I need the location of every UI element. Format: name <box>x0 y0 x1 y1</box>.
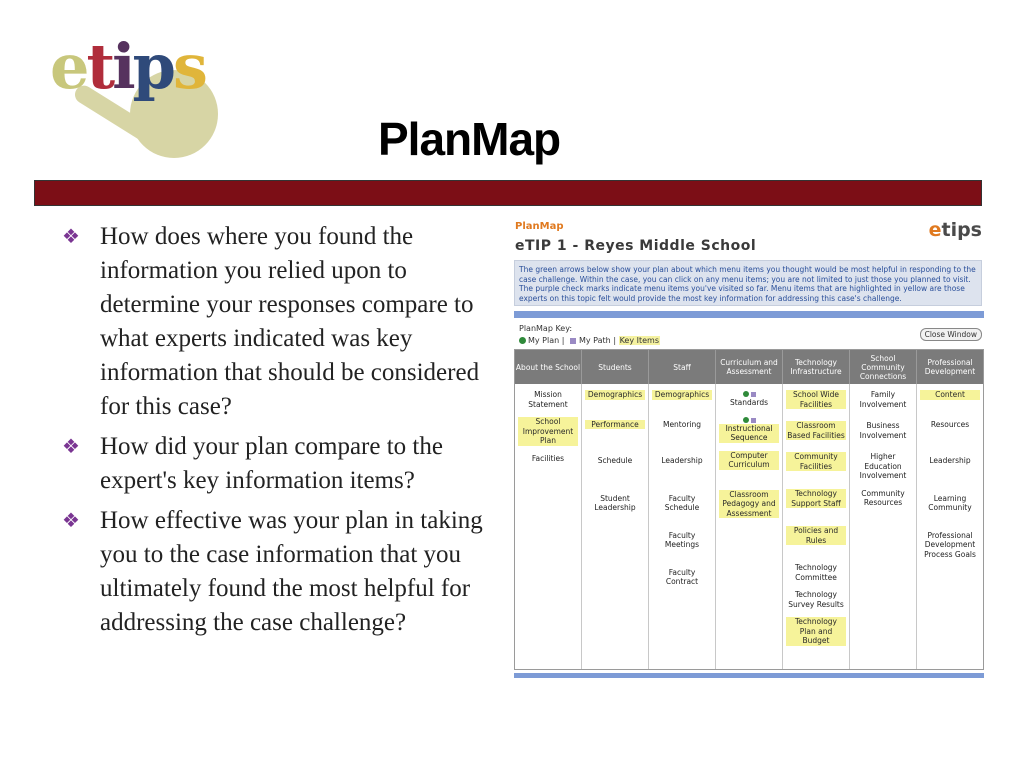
menu-item[interactable]: Demographics <box>652 390 712 400</box>
menu-item[interactable]: Technology Plan and Budget <box>786 617 846 646</box>
key-legend: My Plan | My Path | Key Items <box>519 336 660 345</box>
panel-divider-top <box>514 311 984 318</box>
plan-arrow-icon <box>743 417 749 423</box>
menu-item[interactable]: Faculty Contract <box>665 567 699 586</box>
column-header: Professional Development <box>916 350 983 384</box>
path-check-icon <box>751 418 756 423</box>
plan-arrow-icon <box>743 391 749 397</box>
planmap-grid <box>514 349 984 670</box>
title-divider-bar <box>34 180 982 206</box>
menu-item[interactable]: School Improvement Plan <box>518 417 578 446</box>
menu-item[interactable]: Instructional Sequence <box>719 416 779 443</box>
panel-brand-logo: etips <box>928 219 982 241</box>
bullet-list <box>62 220 502 646</box>
grid-column <box>916 384 983 669</box>
path-check-icon <box>751 392 756 397</box>
menu-item[interactable]: Computer Curriculum <box>719 451 779 470</box>
plan-arrow-icon <box>519 337 526 344</box>
menu-item[interactable]: Family Involvement <box>859 390 907 409</box>
menu-item[interactable]: Policies and Rules <box>786 526 846 545</box>
menu-item[interactable]: Community Facilities <box>786 452 846 471</box>
etips-logo <box>48 30 228 175</box>
menu-item[interactable]: Technology Support Staff <box>786 489 846 508</box>
path-check-icon <box>570 338 576 344</box>
panel-instructions: The green arrows below show your plan about which menu items you thought would be most helpful in responding to the case challenge. Within the case, you can click on any menu items; you are not limited to just those you planned to visit. The purple check marks indicate menu items you've visited so far. Menu items that are highlighted in yellow are those experts on this topic felt would provide the most key information for addressing this case's challenge. <box>514 260 982 306</box>
column-header: Curriculum and Assessment <box>715 350 782 384</box>
column-header: About the School <box>515 362 581 372</box>
menu-item[interactable]: Demographics <box>585 390 645 400</box>
key-label: PlanMap Key: <box>519 324 573 333</box>
menu-item[interactable]: Classroom Based Facilities <box>787 421 845 440</box>
panel-title: PlanMap <box>515 221 564 232</box>
menu-item[interactable]: Leadership <box>929 456 971 465</box>
bullet-item: ❖ How does where you found the information you relied upon to determine your responses compare to what experts indicated was key information that should be considered for this case? <box>62 220 502 424</box>
planmap-screenshot <box>514 218 984 680</box>
menu-item[interactable]: Standards <box>719 390 779 408</box>
bullet-item: ❖ How effective was your plan in taking you to the case information that you ultimately found the most helpful for addressing the case challenge? <box>62 504 502 640</box>
menu-item[interactable]: Performance <box>585 420 645 430</box>
menu-item[interactable]: Higher Education Involvement <box>859 452 907 480</box>
grid-column <box>782 384 849 669</box>
menu-item[interactable]: Leadership <box>661 456 703 465</box>
logo-wordmark: etips <box>50 30 205 103</box>
grid-column <box>849 384 916 669</box>
slide-title: PlanMap <box>378 113 561 165</box>
column-header: School Community Connections <box>849 350 916 384</box>
menu-item[interactable]: School Wide Facilities <box>786 390 846 409</box>
bullet-glyph-icon: ❖ <box>62 226 80 248</box>
menu-item[interactable]: Faculty Meetings <box>664 530 700 549</box>
menu-item[interactable]: Professional Development Process Goals <box>924 530 976 559</box>
close-window-button[interactable]: Close Window <box>920 328 982 341</box>
bullet-item: ❖ How did your plan compare to the expert's key information items? <box>62 430 502 498</box>
menu-item[interactable]: Technology Survey Results <box>788 590 844 609</box>
menu-item[interactable]: Learning Community <box>928 493 972 512</box>
menu-item[interactable]: Mission Statement <box>528 390 568 409</box>
grid-column <box>581 384 648 669</box>
menu-item[interactable]: Technology Committee <box>794 563 837 582</box>
menu-item[interactable]: Facilities <box>531 453 565 463</box>
menu-item[interactable]: Content <box>920 390 980 400</box>
grid-column <box>648 384 715 669</box>
key-items-swatch: Key Items <box>619 336 659 345</box>
bullet-glyph-icon: ❖ <box>62 510 80 532</box>
grid-column <box>715 384 782 669</box>
column-header: Students <box>581 350 648 384</box>
panel-divider-bottom <box>514 673 984 678</box>
bullet-glyph-icon: ❖ <box>62 436 80 458</box>
grid-column <box>515 384 581 669</box>
column-header: Technology Infrastructure <box>782 350 849 384</box>
menu-item[interactable]: Resources <box>930 419 970 429</box>
menu-item[interactable]: Classroom Pedagogy and Assessment <box>719 490 779 519</box>
menu-item[interactable]: Mentoring <box>662 419 702 429</box>
menu-item[interactable]: Student Leadership <box>594 493 636 512</box>
menu-item[interactable]: Schedule <box>597 456 633 465</box>
panel-subtitle: eTIP 1 - Reyes Middle School <box>515 238 757 254</box>
menu-item[interactable]: Faculty Schedule <box>664 493 700 512</box>
menu-item[interactable]: Business Involvement <box>859 421 907 440</box>
menu-item[interactable]: Community Resources <box>861 488 905 507</box>
column-header: Staff <box>648 350 715 384</box>
